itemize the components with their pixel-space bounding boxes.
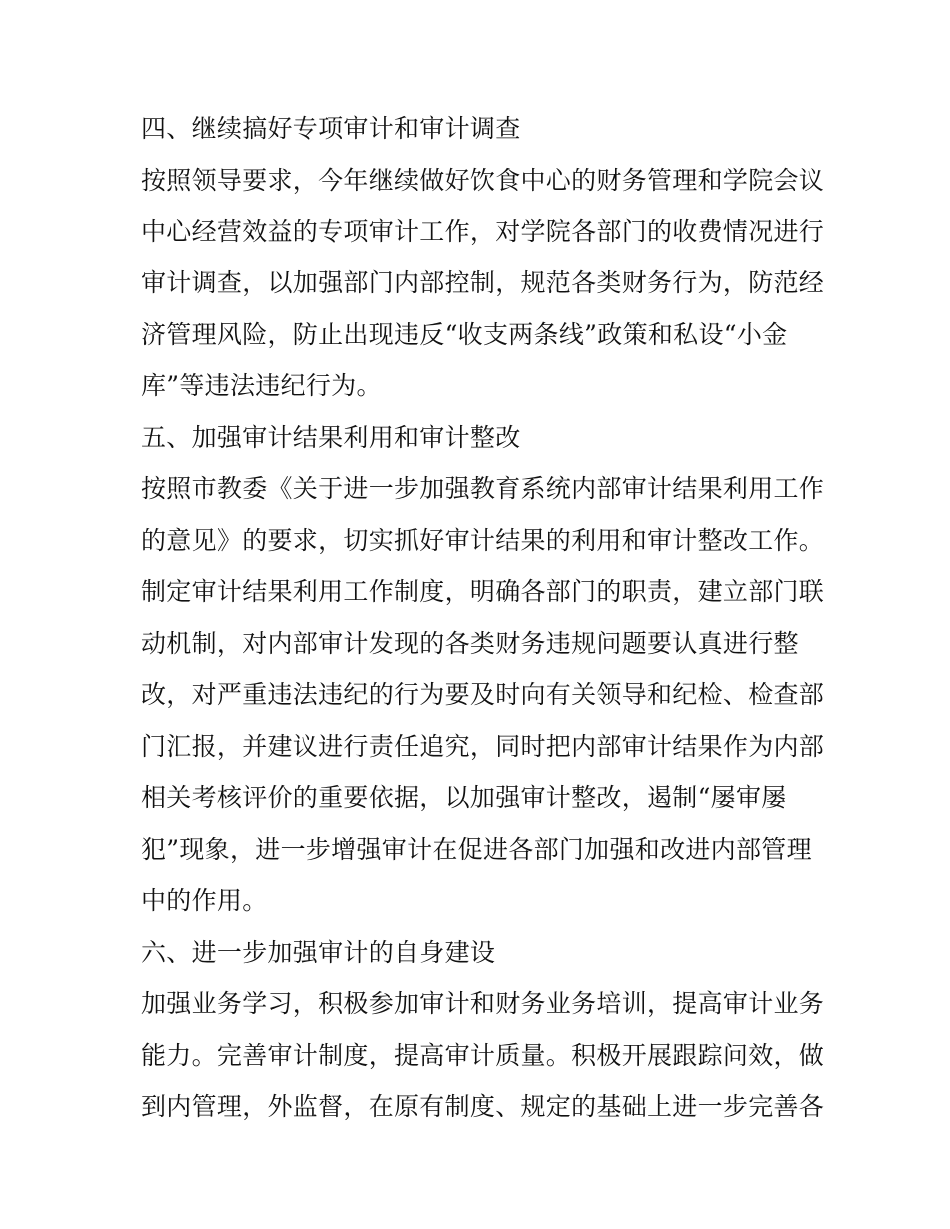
section-heading-5: 五、加强审计结果利用和审计整改: [141, 423, 521, 452]
paragraph-line: 济管理风险，防止出现违反“收支两条线”政策和私设“小金: [141, 320, 788, 349]
paragraph-line: 制定审计结果利用工作制度，明确各部门的职责，建立部门联: [141, 577, 825, 606]
paragraph-line: 中的作用。: [141, 886, 268, 915]
paragraph-line: 审计调查，以加强部门内部控制，规范各类财务行为，防范经: [141, 268, 825, 297]
paragraph-line: 动机制，对内部审计发现的各类财务违规问题要认真进行整: [141, 629, 799, 658]
paragraph-line: 相关考核评价的重要依据，以加强审计整改，遏制“屡审屡: [141, 783, 787, 812]
paragraph-line: 按照领导要求，今年继续做好饮食中心的财务管理和学院会议: [141, 166, 825, 195]
paragraph-line: 按照市教委《关于进一步加强教育系统内部审计结果利用工作: [141, 474, 825, 503]
paragraph-line: 加强业务学习，积极参加审计和财务业务培训，提高审计业务: [141, 989, 825, 1018]
paragraph-line: 的意见》的要求，切实抓好审计结果的利用和审计整改工作。: [141, 526, 825, 555]
section-heading-6: 六、进一步加强审计的自身建设: [141, 938, 496, 967]
paragraph-line: 能力。完善审计制度，提高审计质量。积极开展跟踪问效，做: [141, 1041, 825, 1070]
paragraph-line: 门汇报，并建议进行责任追究，同时把内部审计结果作为内部: [141, 732, 825, 761]
section-heading-4: 四、继续搞好专项审计和审计调查: [141, 114, 521, 143]
paragraph-line: 中心经营效益的专项审计工作，对学院各部门的收费情况进行: [141, 217, 825, 246]
paragraph-line: 改，对严重违法违纪的行为要及时向有关领导和纪检、检查部: [141, 680, 825, 709]
paragraph-line: 犯”现象，进一步增强审计在促进各部门加强和改进内部管理: [141, 835, 812, 864]
paragraph-line: 到内管理，外监督，在原有制度、规定的基础上进一步完善各: [141, 1092, 825, 1121]
paragraph-line: 库”等违法违纪行为。: [141, 371, 382, 400]
